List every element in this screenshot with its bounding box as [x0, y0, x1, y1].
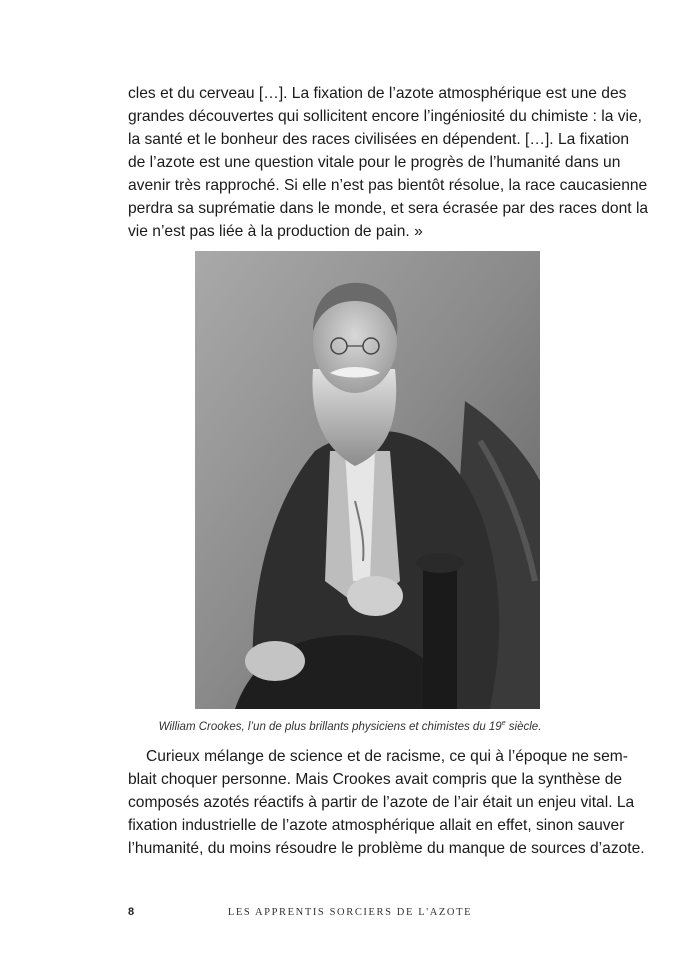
portrait-illustration — [195, 251, 540, 709]
text-line: grandes découvertes qui sollicitent encore l’ingéniosité du chimiste : la vie, — [128, 108, 643, 125]
text-line: vie n’est pas liée à la production de pain. » — [128, 223, 423, 240]
portrait-photo — [195, 251, 540, 709]
page-number: 8 — [128, 906, 135, 918]
text-line: fixation industrielle de l’azote atmosphérique allait en effet, sinon sauver — [128, 817, 625, 834]
caption-superscript: e — [501, 720, 506, 727]
text-line: avenir très rapproché. Si elle n’est pas bientôt résolue, la race caucasienne — [128, 177, 648, 194]
body-paragraph-1 — [128, 82, 649, 243]
text-line: perdra sa suprématie dans le monde, et sera écrasée par des races dont la — [128, 200, 649, 217]
text-line: la santé et le bonheur des races civilisées en dépendent. […]. La fixation — [128, 131, 630, 148]
text-line: Curieux mélange de science et de racisme, ce qui à l’époque ne sem- — [146, 748, 628, 765]
running-title: LES APPRENTIS SORCIERS DE L'AZOTE — [227, 907, 473, 918]
photo-caption — [128, 720, 572, 733]
text-line: l’humanité, du moins résoudre le problème du manque de sources d’azote. — [128, 840, 645, 857]
text-line: de l’azote est une question vitale pour le progrès de l’humanité dans un — [128, 154, 621, 171]
caption-text: William Crookes, l’un de plus brillants physiciens et chimistes du 19 — [158, 720, 502, 733]
text-line: composés azotés réactifs à partir de l’azote de l’air était un enjeu vital. La — [128, 794, 635, 811]
body-paragraph-2 — [128, 745, 645, 860]
text-line: cles et du cerveau […]. La fixation de l’azote atmosphérique est une des — [128, 85, 627, 102]
text-line: blait choquer personne. Mais Crookes avait compris que la synthèse de — [128, 771, 623, 788]
caption-text-end: siècle. — [505, 720, 542, 733]
